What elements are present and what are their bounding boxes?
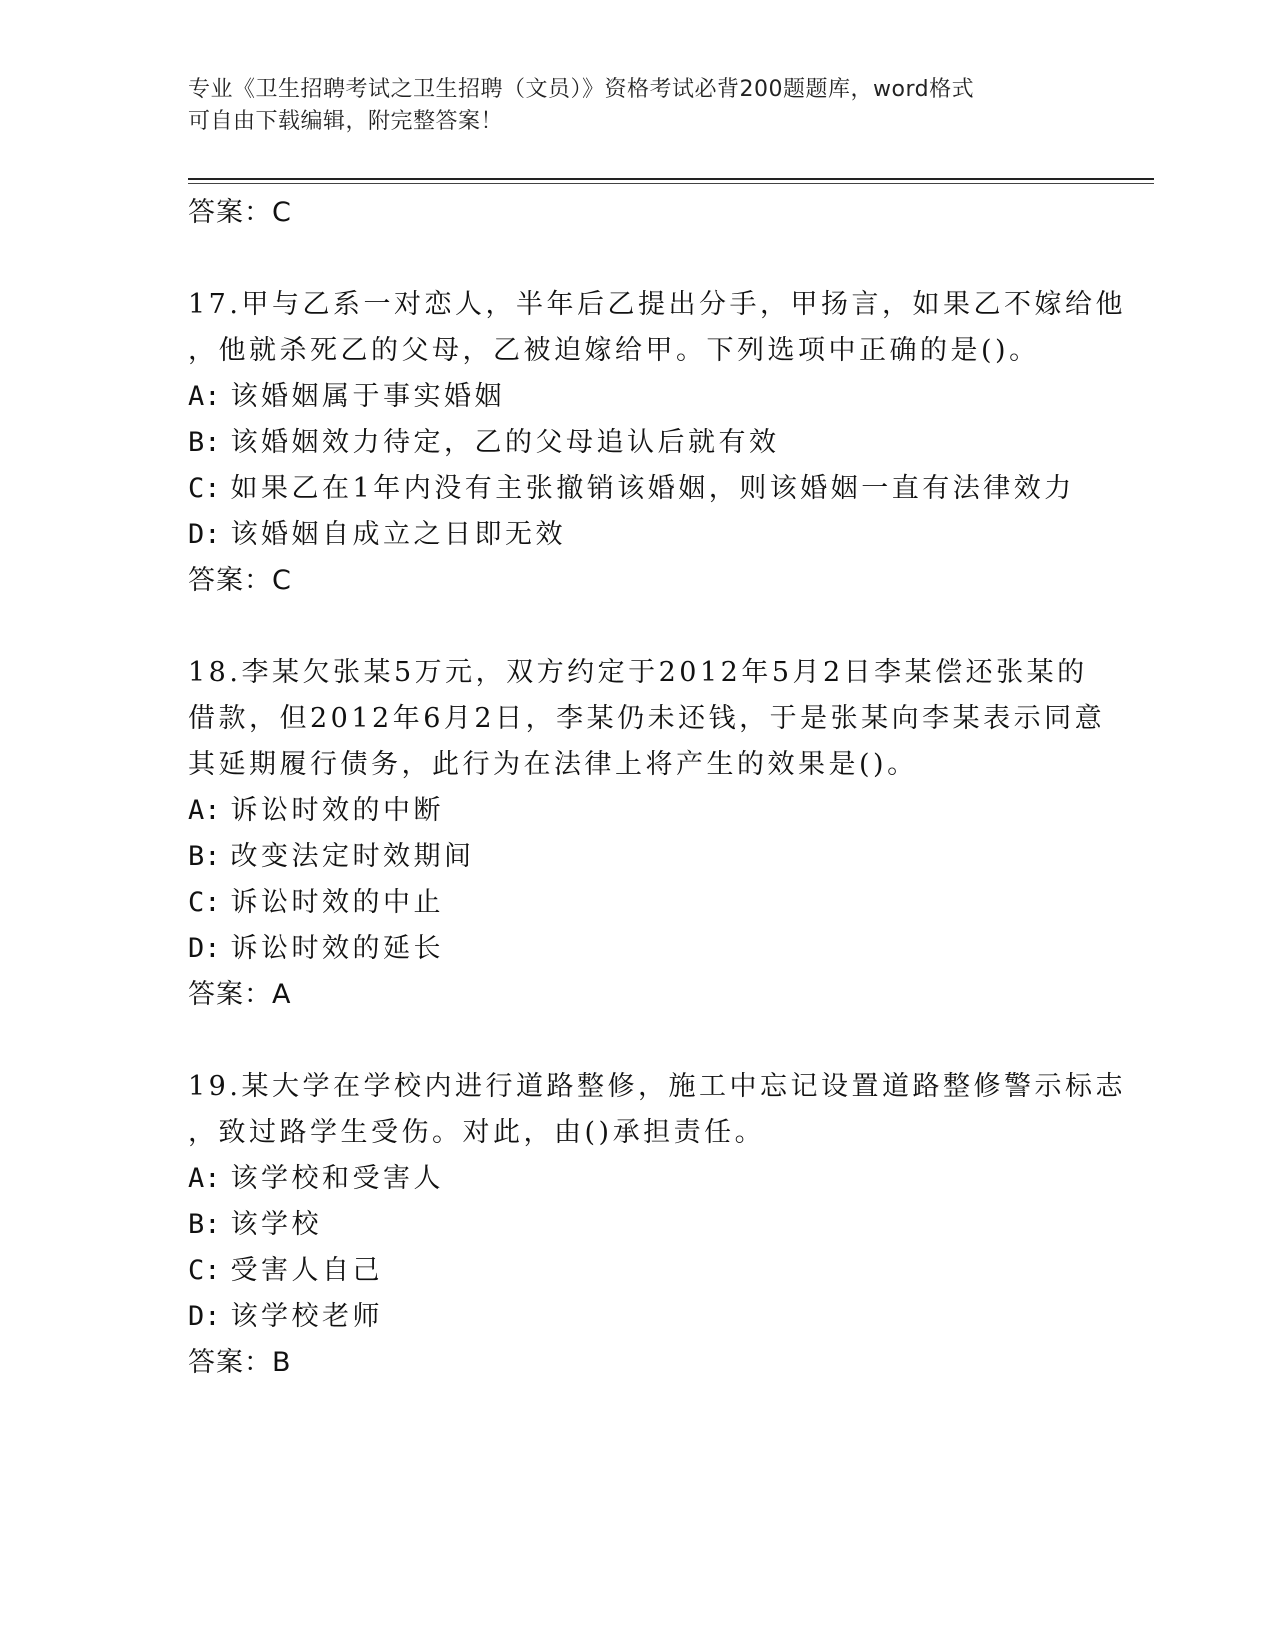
option-text: 诉讼时效的延长 [230,933,445,964]
option-text: 受害人自己 [230,1255,384,1286]
option-a [188,374,1088,420]
answer-line: 答案：C [188,197,292,228]
option-label: C: [188,887,221,918]
option-label: A: [188,1163,221,1194]
option-b [188,834,1088,880]
option-label: D: [188,519,221,550]
option-c [188,1248,1088,1294]
option-text: 该学校老师 [230,1301,384,1332]
header-divider-thin [188,183,1154,184]
option-label: B: [188,427,221,458]
option-label: C: [188,1255,221,1286]
option-d [188,1294,1088,1340]
option-text: 诉讼时效的中止 [230,887,445,918]
option-label: A: [188,381,221,412]
question-text-line: ，他就杀死乙的父母，乙被迫嫁给甲。下列选项中正确的是()。 [188,335,1040,366]
option-text: 改变法定时效期间 [230,841,475,872]
option-text: 该婚姻效力待定，乙的父母追认后就有效 [230,427,780,458]
question-text-line: ，致过路学生受伤。对此，由()承担责任。 [188,1117,766,1148]
option-text: 该婚姻属于事实婚姻 [230,381,506,412]
answer-line: 答案：C [188,565,292,596]
option-label: C: [188,473,221,504]
question-block [188,282,1126,604]
option-label: B: [188,841,221,872]
question-block [188,1064,1126,1386]
page-header [188,74,1088,138]
question-text-line: 其延期履行债务，此行为在法律上将产生的效果是()。 [188,749,918,780]
option-text: 如果乙在1年内没有主张撤销该婚姻，则该婚姻一直有法律效力 [230,473,1075,504]
option-c [188,880,1088,926]
spacer [188,236,1088,282]
option-b [188,1202,1088,1248]
question-text-line: 17.甲与乙系一对恋人，半年后乙提出分手，甲扬言，如果乙不嫁给他 [188,289,1126,320]
option-d [188,512,1088,558]
option-a [188,1156,1088,1202]
header-line-2: 可自由下载编辑，附完整答案！ [188,109,504,134]
option-label: B: [188,1209,221,1240]
option-b [188,420,1088,466]
question-text-line: 19.某大学在学校内进行道路整修，施工中忘记设置道路整修警示标志 [188,1071,1126,1102]
question-text-line: 18.李某欠张某5万元，双方约定于2012年5月2日李某偿还张某的 [188,657,1088,688]
option-text: 该学校和受害人 [230,1163,445,1194]
option-label: D: [188,1301,221,1332]
question-block [188,650,1106,1018]
answer-line: 答案：B [188,1347,292,1378]
option-label: D: [188,933,221,964]
option-text: 该学校 [230,1209,323,1240]
header-line-1: 专业《卫生招聘考试之卫生招聘（文员）》资格考试必背200题题库，word格式 [188,77,975,102]
spacer [188,1018,1088,1064]
document-body [188,190,1126,1386]
option-a [188,788,1088,834]
option-d [188,926,1088,972]
question-text-line: 借款，但2012年6月2日，李某仍未还钱，于是张某向李某表示同意 [188,703,1106,734]
option-text: 该婚姻自成立之日即无效 [230,519,567,550]
option-label: A: [188,795,221,826]
option-text: 诉讼时效的中断 [230,795,445,826]
spacer [188,604,1088,650]
option-c [188,466,1088,512]
header-divider-thick [188,178,1154,180]
answer-line: 答案：A [188,979,292,1010]
